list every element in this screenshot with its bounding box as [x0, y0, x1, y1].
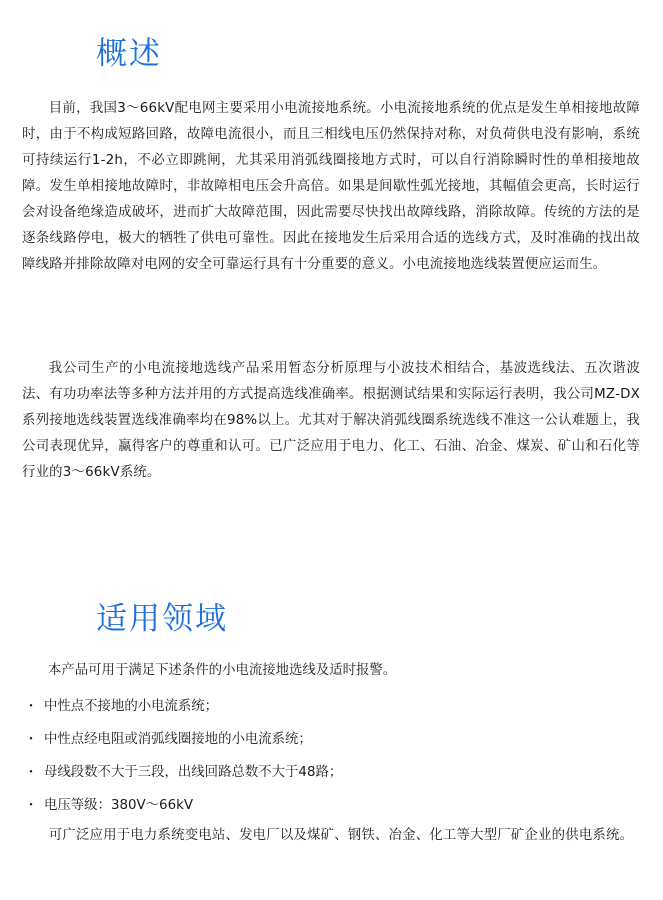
- bullet-marker: ・: [24, 765, 38, 780]
- bullet-marker: ・: [24, 732, 38, 747]
- list-item-text: 中性点不接地的小电流系统；: [44, 699, 219, 714]
- section-title-overview: 概述: [96, 36, 162, 72]
- overview-paragraph-1: 目前，我国3～66kV配电网主要采用小电流接地系统。小电流接地系统的优点是发生单相接地故障时，由于不构成短路回路，故障电流很小，而且三相线电压仍然保持对称，对负荷供电没有影响，系统可持续运行1-2h，不必立即跳闸，尤其采用消弧线圈接地方式时，可以自行消除瞬时性的单相接地故障。发生单相接地故障时，非故障相电压会升高倍。如果是间歇性弧光接地，其幅值会更高，长时运行会对设备绝缘造成破坏，进而扩大故障范围，因此需要尽快找出故障线路，消除故障。传统的方法的是逐条线路停电，极大的牺牲了供电可靠性。因此在接地发生后采用合适的选线方式，及时准确的找出故障线路并排除故障对电网的安全可靠运行具有十分重要的意义。小电流接地选线装置便应运而生。: [22, 101, 640, 272]
- list-item: [24, 723, 342, 756]
- applications-intro: 本产品可用于满足下述条件的小电流接地选线及适时报警。: [48, 663, 397, 678]
- list-item-text: 母线段数不大于三段，出线回路总数不大于48路；: [44, 765, 343, 780]
- applications-closing-paragraph: 可广泛应用于电力系统变电站、发电厂以及煤矿、钢铁、冶金、化工等大型厂矿企业的供电系统。: [48, 828, 634, 843]
- section-title-applications: 适用领域: [96, 601, 228, 637]
- applications-list: [24, 690, 342, 822]
- list-item: [24, 789, 342, 822]
- list-item: [24, 690, 342, 723]
- bullet-marker: ・: [24, 699, 38, 714]
- bullet-marker: ・: [24, 798, 38, 813]
- list-item: [24, 756, 342, 789]
- list-item-text: 中性点经电阻或消弧线圈接地的小电流系统；: [44, 732, 312, 747]
- list-item-text: 电压等级：380V～66kV: [44, 798, 194, 813]
- overview-paragraph-2: 我公司生产的小电流接地选线产品采用暂态分析原理与小波技术相结合，基波选线法、五次谐波法、有功功率法等多种方法并用的方式提高选线准确率。根据测试结果和实际运行表明，我公司MZ-DX系列接地选线装置选线准确率均在98%以上。尤其对于解决消弧线圈系统选线不准这一公认难题上，我公司表现优异，赢得客户的尊重和认可。已广泛应用于电力、化工、石油、冶金、煤炭、矿山和石化等行业的3～66kV系统。: [22, 361, 640, 480]
